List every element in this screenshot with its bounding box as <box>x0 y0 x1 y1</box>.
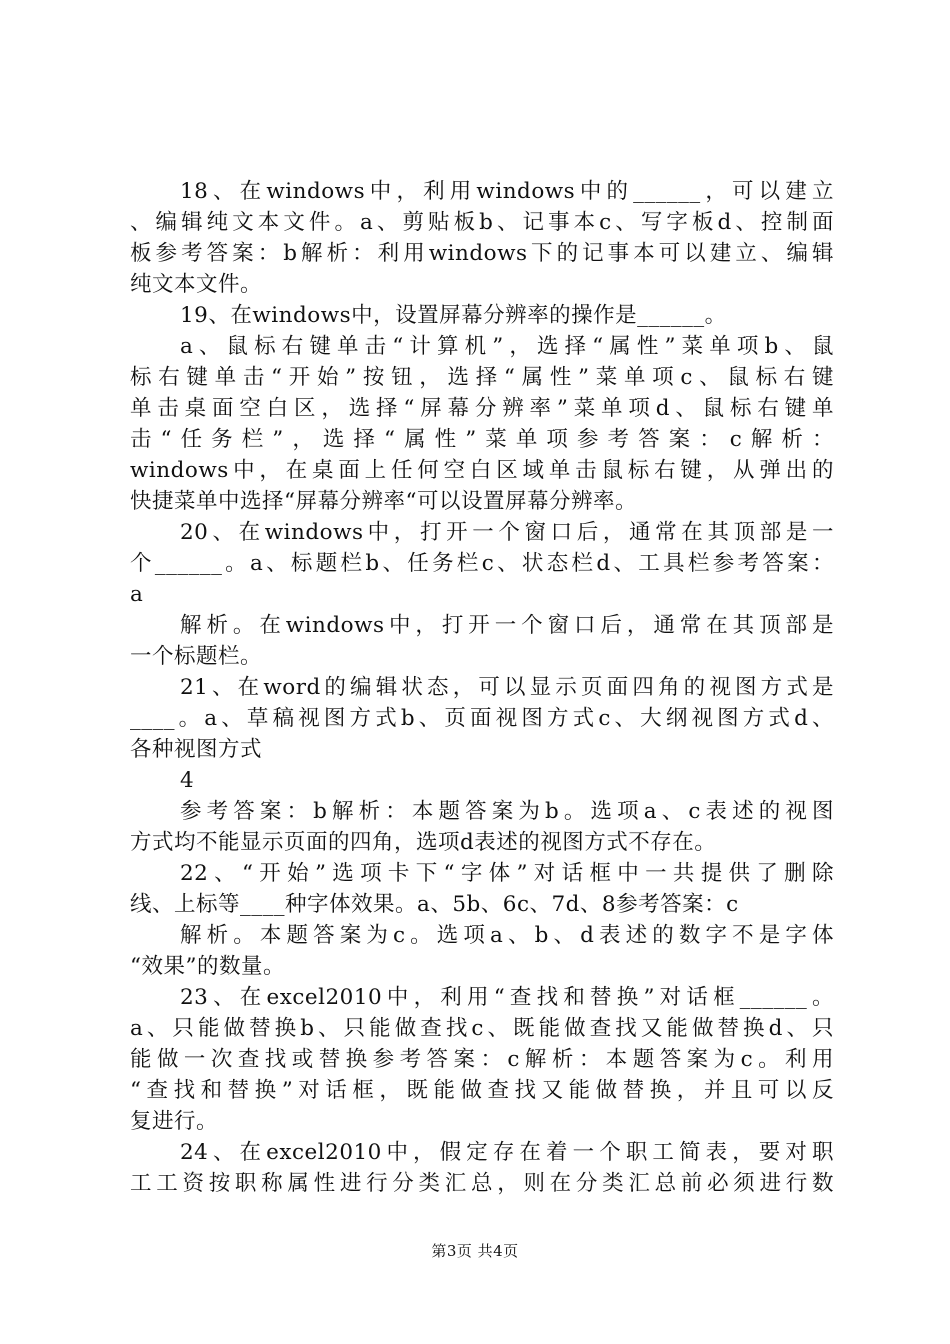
text-line: 板参考答案：b解析：利用windows下的记事本可以建立、编辑 <box>130 241 834 266</box>
text-line: 21、在word的编辑状态，可以显示页面四角的视图方式是 <box>180 675 834 700</box>
document-body <box>130 176 834 1199</box>
text-line: 解析。本题答案为c。选项a、b、d表述的数字不是字体 <box>180 923 834 948</box>
text-line: ____。a、草稿视图方式b、页面视图方式c、大纲视图方式d、 <box>130 706 834 731</box>
text-line: 解析。在windows中，打开一个窗口后，通常在其顶部是 <box>180 613 834 638</box>
text-line: 19、在windows中，设置屏幕分辨率的操作是______。 <box>180 303 727 328</box>
text-line: 个______。a、标题栏b、任务栏c、状态栏d、工具栏参考答案： <box>130 551 834 576</box>
text-line: 参考答案：b解析：本题答案为b。选项a、c表述的视图 <box>180 799 834 824</box>
text-line: 方式均不能显示页面的四角，选项d表述的视图方式不存在。 <box>130 830 717 855</box>
text-line: 能做一次查找或替换参考答案：c解析：本题答案为c。利用 <box>130 1047 834 1072</box>
text-line: 工工资按职称属性进行分类汇总，则在分类汇总前必须进行数 <box>130 1171 834 1196</box>
text-line: 4 <box>180 768 195 793</box>
text-line: 一个标题栏。 <box>130 644 263 669</box>
text-line: “效果”的数量。 <box>130 954 285 979</box>
text-line: 单击桌面空白区，选择“屏幕分辨率”菜单项d、鼠标右键单 <box>130 396 834 421</box>
text-line: 23、在excel2010中，利用“查找和替换”对话框______。 <box>180 985 834 1010</box>
text-line: a、鼠标右键单击“计算机”，选择“属性”菜单项b、鼠 <box>180 334 834 359</box>
text-line: a <box>130 582 144 607</box>
text-line: 线、上标等____种字体效果。a、5b、6c、7d、8参考答案：c <box>130 892 739 917</box>
text-line: 复进行。 <box>130 1109 219 1134</box>
page-footer: 第3页 共4页 <box>431 1242 519 1260</box>
text-line: a、只能做替换b、只能做查找c、既能做查找又能做替换d、只 <box>130 1016 834 1041</box>
text-line: 18、在windows中，利用windows中的______，可以建立 <box>180 179 834 204</box>
text-line: 24、在excel2010中，假定存在着一个职工简表，要对职 <box>180 1140 834 1165</box>
text-line: 快捷菜单中选择“屏幕分辨率“可以设置屏幕分辨率。 <box>130 489 637 514</box>
text-line: 标右键单击“开始”按钮，选择“属性”菜单项c、鼠标右键 <box>130 365 834 390</box>
text-line: 击“任务栏”，选择“属性”菜单项参考答案：c解析： <box>130 427 834 452</box>
text-line: 、编辑纯文本文件。a、剪贴板b、记事本c、写字板d、控制面 <box>130 210 834 235</box>
text-line: 20、在windows中，打开一个窗口后，通常在其顶部是一 <box>180 520 834 545</box>
text-line: windows中，在桌面上任何空白区域单击鼠标右键，从弹出的 <box>130 458 834 483</box>
text-line: 纯文本文件。 <box>130 272 263 297</box>
text-line: 各种视图方式 <box>130 737 263 762</box>
text-line: 22、“开始”选项卡下“字体”对话框中一共提供了删除 <box>180 861 834 886</box>
text-line: “查找和替换”对话框，既能做查找又能做替换，并且可以反 <box>130 1078 834 1103</box>
